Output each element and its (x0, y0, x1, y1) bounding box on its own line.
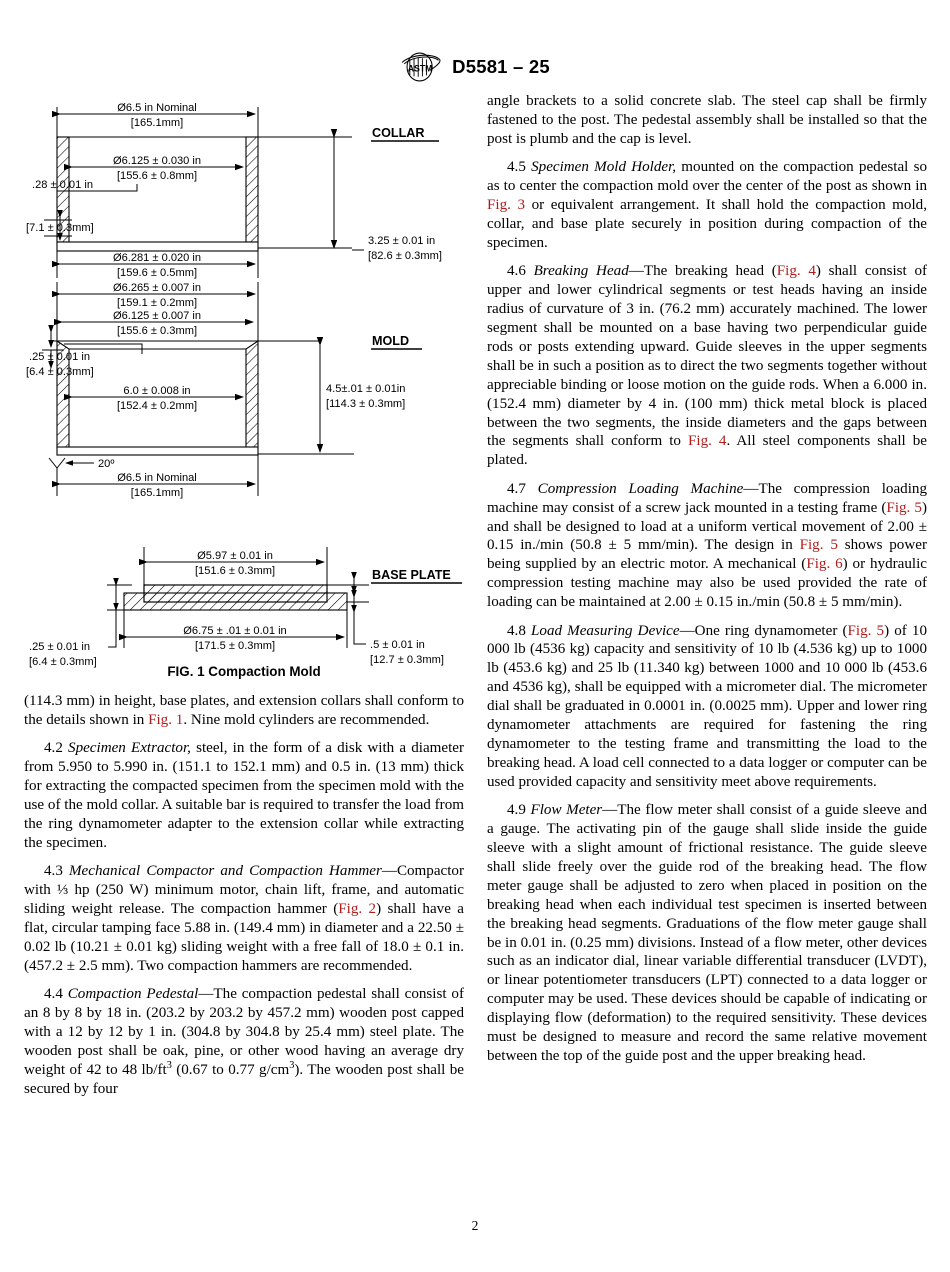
mold-lip-mm: [155.6 ± 0.3mm] (116, 325, 198, 337)
baseplate-outer-mm: [171.5 ± 0.3mm] (194, 640, 276, 652)
paragraph-4-4 (24, 985, 464, 1098)
collar-height-in: 3.25 ± 0.01 in (368, 235, 436, 247)
mold-part-label: MOLD (372, 334, 410, 348)
p43-body-1: —Compactor with ⅓ hp (250 W) minimum motor, chain lift, frame, and automatic sliding weight release. The compaction hammer ( (24, 863, 465, 918)
p44-sup-2: 3 (289, 1059, 295, 1071)
mold-outer-mm: [159.1 ± 0.2mm] (116, 297, 198, 309)
fig-4-reference-1[interactable]: Fig. 4 (776, 263, 816, 280)
collar-top-outer-mm: [165.1mm] (130, 117, 184, 129)
figure-1-compaction-mold (24, 92, 464, 692)
p41-tail: . Nine mold cylinders are recommended. (183, 711, 430, 728)
p45-title: Specimen Mold Holder, (531, 159, 677, 176)
paragraph-4-3 (24, 862, 464, 975)
baseplate-right-thk-mm: [12.7 ± 0.3mm] (370, 654, 444, 666)
mold-wall-mm: [6.4 ± 0.3mm] (26, 366, 94, 378)
p49-number: 4.9 (507, 802, 531, 819)
p48-number: 4.8 (507, 622, 531, 639)
left-column (24, 92, 464, 1108)
p42-number: 4.2 (44, 740, 69, 757)
p48-body-2: ) of 10 000 lb (4536 kg) capacity and sensitivity of 10 lb (4.536 kg) up to 1000 lb (453.6 kg) and 25 lb (11.340 kg) between 1000 and 10 000 lb (453.6 and 4536 kg), shall be equipped with a micrometer dial. The micrometer dial shall be graduated in 0.0001 in. (0.0025 mm). Upper and lower ring dynamometer attachments are required for fastening the ring dynamometer to the testing frame and transmitting the load to the breaking head. A load cell connected to a data logger or computer can be used provided capacity and sensitivity meet above requirements. (487, 622, 928, 790)
page-number: 2 (471, 1218, 479, 1233)
mold-chamfer-angle: 20º (98, 458, 115, 470)
p44-sup-1: 3 (166, 1059, 172, 1071)
p47-body-3: shows power being supplied by an electric motor. A mechanical ( (487, 537, 927, 573)
fig-5-reference-3[interactable]: Fig. 5 (847, 622, 885, 639)
p48-title: Load Measuring Device (531, 622, 680, 639)
paragraph-4-1-continued (24, 692, 464, 730)
collar-wall-mm: [7.1 ± 0.3mm] (26, 222, 94, 234)
fig-3-reference[interactable]: Fig. 3 (487, 197, 526, 214)
paragraph-4-5 (487, 158, 927, 253)
paragraph-4-8 (487, 622, 927, 792)
baseplate-boss-in: Ø5.97 ± 0.01 in (197, 550, 273, 562)
mold-lip-in: Ø6.125 ± 0.007 in (112, 310, 202, 322)
p44-body-1: —The compaction pedestal shall consist of an 8 by 8 by 18 in. (203.2 by 203.2 by 457.2 mm) wooden post capped with a 12 by 12 by 1 in. (304.8 by 304.8 by 25.4 mm) steel plate. The wooden post shall be oak, pine, or other wood having an average dry weight of 42 to 48 lb/ft (24, 986, 464, 1078)
p49-title: Flow Meter (530, 802, 603, 819)
p47-number: 4.7 (507, 480, 538, 497)
figure-1-drawing (24, 92, 464, 692)
collar-part-label: COLLAR (372, 126, 425, 140)
svg-text:ASTM: ASTM (407, 63, 433, 74)
mold-outer-in: Ø6.265 ± 0.007 in (112, 282, 202, 294)
p41-lead: (114.3 mm) in height, base plates, and extension collars shall conform to the details shown in (24, 693, 464, 728)
p46-body-1: —The breaking head ( (628, 263, 777, 280)
p44-body-2: (0.67 to 0.77 g/cm (171, 1061, 290, 1078)
p49-body: —The flow meter shall consist of a guide sleeve and a gauge. The activating pin of the gauge shall slide inside the guide sleeve with a slight amount of frictional resistance. The guide sleeve shall slide freely over the guide rod of the breaking head. The flow meter gauge shall be adjusted to zero when placed in position on the breaking head when each individual test specimen is inserted between the breaking head segments. Graduations of the flow meter gauge shall be in 0.01 in. (0.25 mm) divisions. Instead of a flow meter, other devices such as an indicator dial, linear variable differential transducer (LVDT), or linear potentiometer transducers (LPT) connected to a data logger or computer may be used. These devices should be capable of indicating or displaying flow (deformation) to the required sensitivity. These devices must be designed to measure and record the same relative movement between the top of the guide post and the upper breaking head. (487, 802, 928, 1064)
baseplate-part-label: BASE PLATE (372, 568, 451, 582)
baseplate-left-thk-mm: [6.4 ± 0.3mm] (29, 656, 97, 668)
mold-height-mm: [114.3 ± 0.3mm] (326, 398, 406, 410)
fig-6-reference[interactable]: Fig. 6 (806, 556, 843, 573)
collar-bottom-in: Ø6.281 ± 0.020 in (112, 252, 202, 264)
collar-inner-mm: [155.6 ± 0.8mm] (116, 170, 198, 182)
p46-body-2: ) shall consist of upper and lower cylindrical segments or test heads having an inside radius of curvature of 3 in. (76.2 mm) accurately machined. The lower segment shall be mounted on a base having two perpendicular guide rods or posts extending upward. Guide sleeves in the upper segments shall be in such a position as to direct the two segments together without appreciable binding or loose motion on the guide rods. When a 6.000 in. (152.4 mm) diameter by 4 in. (100 mm) thick metal block is placed between the two segments, the inside diameters and the gaps between the segments shall conform to (487, 263, 928, 450)
p46-title: Breaking Head (533, 263, 629, 280)
collar-top-outer-in: Ø6.5 in Nominal (117, 102, 197, 114)
right-column (487, 92, 927, 1075)
p42-body: steel, in the form of a disk with a diameter from 5.950 to 5.990 in. (151.1 to 152.1 mm) and 0.5 in. (13 mm) thick for extracting the compacted specimen from the specimen mold with the use of the mold collar. A suitable bar is required to transfer the load from the ring dynamometer adapter to the extension collar while extracting the specimen. (24, 740, 464, 851)
paragraph-4-6 (487, 262, 927, 470)
mold-height-in: 4.5±.01 ± 0.01in (326, 383, 406, 395)
p42-title: Specimen Extractor, (68, 740, 191, 757)
page-header (0, 52, 950, 82)
fig-5-reference-2[interactable]: Fig. 5 (799, 537, 838, 554)
astm-logo-icon (400, 52, 442, 82)
baseplate-left-thk-in: .25 ± 0.01 in (29, 641, 90, 653)
paragraph-4-4-continued: angle brackets to a solid concrete slab. The steel cap shall be firmly fastened to the post. The pedestal assembly shall be installed so that the post is plumb and the cap is level. (487, 93, 927, 147)
baseplate-right-thk-in: .5 ± 0.01 in (370, 639, 425, 651)
collar-height-mm: [82.6 ± 0.3mm] (368, 250, 442, 262)
fig-5-reference-1[interactable]: Fig. 5 (886, 499, 922, 516)
p43-title: Mechanical Compactor and Compaction Hammer (68, 863, 382, 880)
fig-1-reference[interactable]: Fig. 1 (148, 711, 184, 728)
p43-number: 4.3 (44, 863, 69, 880)
p45-body-1: mounted on the compaction pedestal so as to center the compaction mold over the center of the post as shown in (487, 159, 928, 195)
p48-body-1: —One ring dynamometer ( (679, 622, 848, 639)
mold-bore-in: 6.0 ± 0.008 in (123, 385, 191, 397)
p46-body-3: . All steel components shall be plated. (487, 433, 927, 469)
p46-number: 4.6 (507, 263, 534, 280)
baseplate-outer-in: Ø6.75 ± .01 ± 0.01 in (183, 625, 287, 637)
p44-number: 4.4 (44, 986, 68, 1003)
collar-wall-in: .28 ± 0.01 in (32, 179, 93, 191)
p43-body-2: ) shall have a flat, circular tamping face 5.88 in. (149.4 mm) in diameter and a 22.50 ± 0.02 lb (10.21 ± 0.01 kg) sliding weight with a free fall of 18.0 ± 0.1 in. (457.2 ± 2.5 mm). Two compaction hammers are recommended. (24, 901, 464, 974)
fig-2-reference[interactable]: Fig. 2 (338, 901, 377, 918)
p45-number: 4.5 (507, 159, 532, 176)
p45-body-2: or equivalent arrangement. It shall hold the compaction mold, collar, and base plate securely in position during compaction of the specimen. (487, 197, 927, 251)
paragraph-4-9 (487, 801, 927, 1066)
p44-title: Compaction Pedestal (67, 986, 199, 1003)
p47-body-1: —The compression loading machine may consist of a screw jack mounted in a testing frame ( (487, 480, 927, 516)
figure-1-caption: FIG. 1 Compaction Mold (167, 664, 321, 679)
standard-designation: D5581 – 25 (452, 56, 550, 77)
p47-title: Compression Loading Machine (537, 480, 744, 497)
collar-inner-in: Ø6.125 ± 0.030 in (112, 155, 202, 167)
collar-bottom-mm: [159.6 ± 0.5mm] (116, 267, 198, 279)
mold-base-in: Ø6.5 in Nominal (117, 472, 197, 484)
p47-body-2: ) and shall be designed to load at a uniform vertical movement of 2.00 ± 0.15 in./min (50.8 ± 5 mm/min). The design in (487, 499, 927, 554)
mold-bore-mm: [152.4 ± 0.2mm] (116, 400, 198, 412)
p44-body-3: ). The wooden post shall be secured by four (24, 1061, 464, 1097)
paragraph-4-7 (487, 480, 927, 612)
mold-wall-in: .25 ± 0.01 in (29, 351, 90, 363)
fig-4-reference-2[interactable]: Fig. 4 (687, 433, 727, 450)
mold-base-mm: [165.1mm] (130, 487, 184, 499)
p47-body-4: ) or hydraulic compression testing machine may also be used provided the rate of loading can be maintained at 2.00 ± 0.15 in./min (50.8 ± 5 mm/min). (487, 556, 927, 611)
baseplate-boss-mm: [151.6 ± 0.3mm] (194, 565, 276, 577)
paragraph-4-2 (24, 739, 464, 852)
